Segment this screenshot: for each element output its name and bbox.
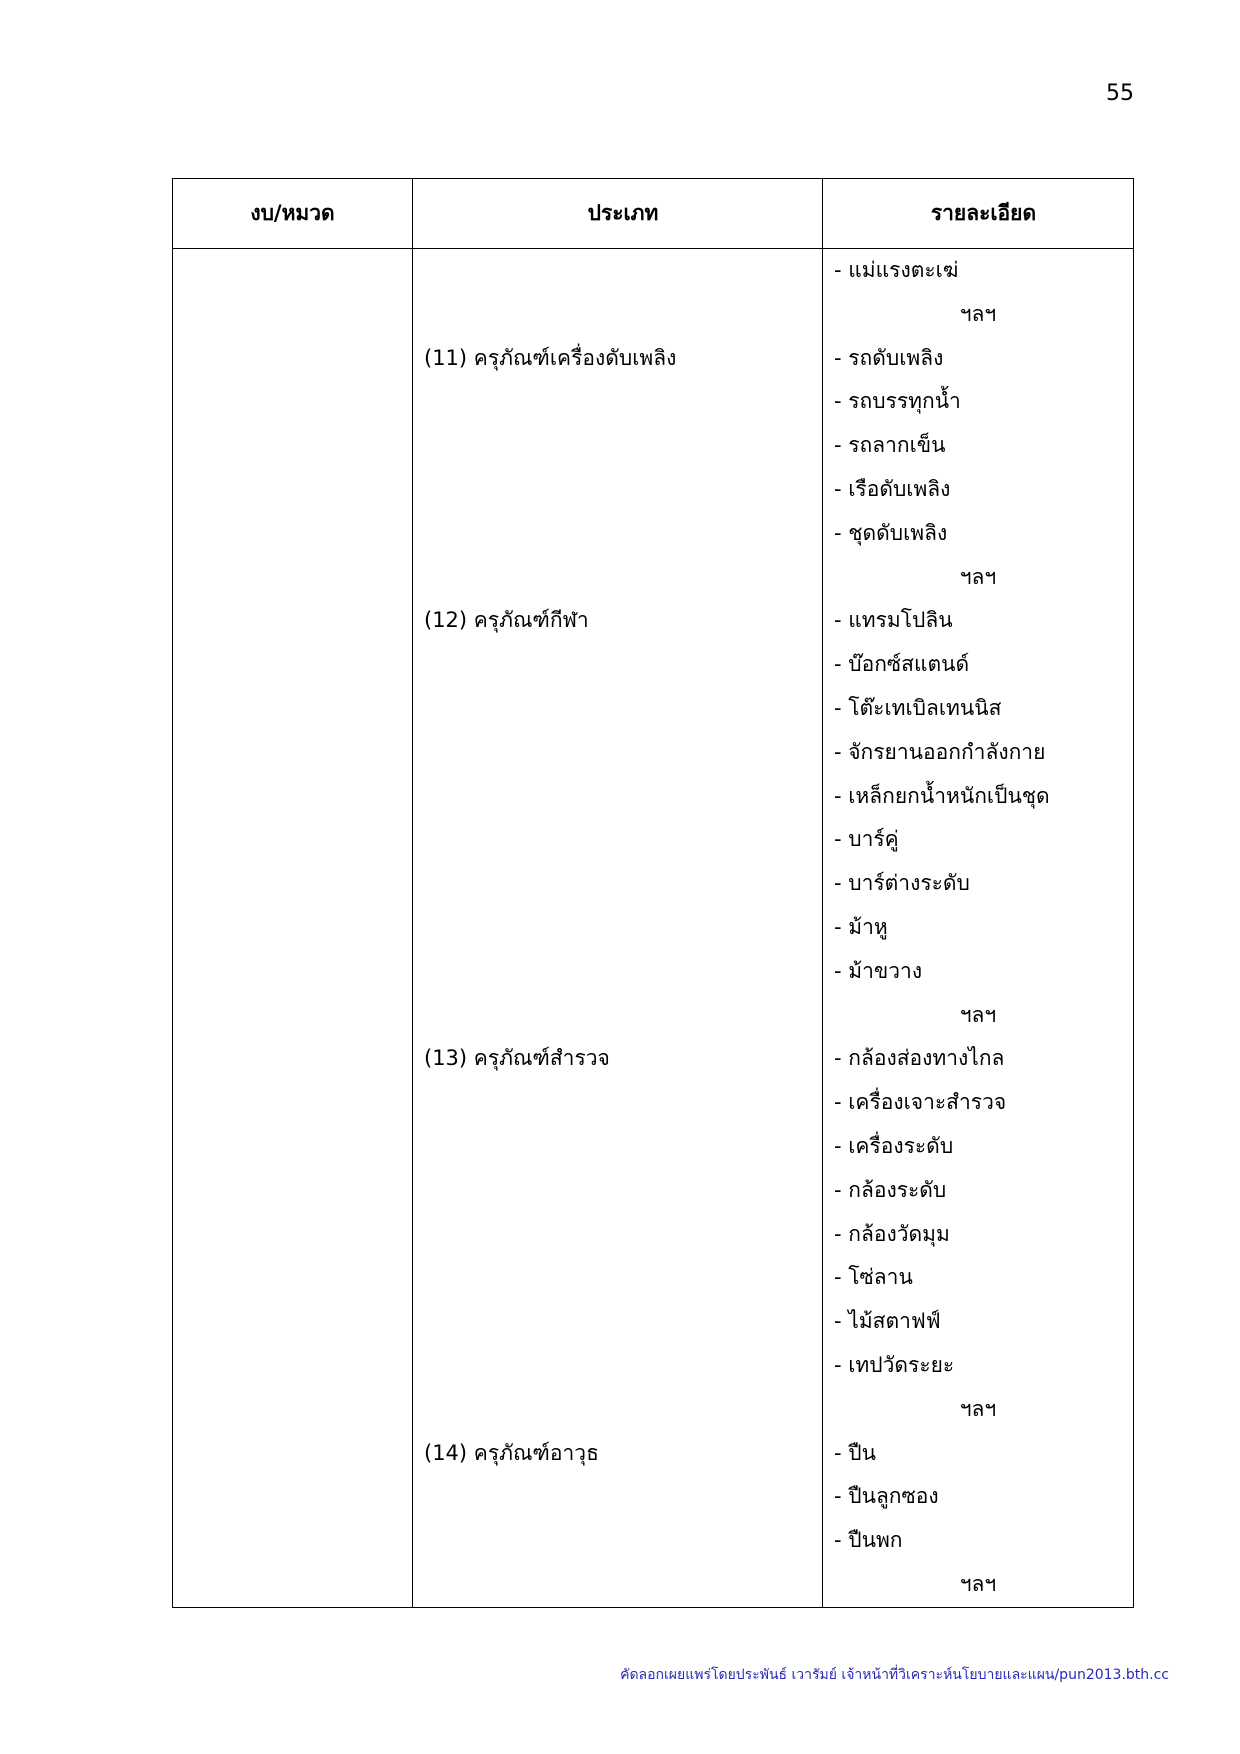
type-cell: [413, 994, 823, 1038]
detail-item: - โซ่ลาน: [834, 1265, 913, 1290]
budget-category-cell: [173, 687, 413, 731]
detail-etc: ฯลฯ: [959, 1571, 997, 1596]
table-row: [173, 1432, 1133, 1476]
table-row: [173, 950, 1133, 994]
budget-category-cell: [173, 468, 413, 512]
header-type: ประเภท: [413, 179, 823, 248]
table-row: [173, 599, 1133, 643]
budget-category-cell: [173, 994, 413, 1038]
detail-item: - ไม้สตาฟฟ์: [834, 1309, 941, 1334]
table-row: [173, 1344, 1133, 1388]
detail-item: - ม้าขวาง: [834, 958, 923, 983]
type-cell: [413, 1081, 823, 1125]
budget-category-cell: [173, 512, 413, 556]
type-cell: [413, 1563, 823, 1607]
table-row: [173, 512, 1133, 556]
detail-item: - กล้องระดับ: [834, 1177, 947, 1202]
table-row: [173, 1388, 1133, 1432]
detail-item: - บาร์คู่: [834, 827, 899, 852]
table-row: [173, 862, 1133, 906]
detail-item: - แม่แรงตะเฆ่: [834, 258, 959, 282]
table-row: [173, 1475, 1133, 1519]
budget-category-cell: [173, 1563, 413, 1607]
detail-item: - เหล็กยกน้ำหนักเป็นชุด: [834, 783, 1050, 808]
budget-category-cell: [173, 293, 413, 337]
budget-category-cell: [173, 556, 413, 600]
table-row: [173, 906, 1133, 950]
budget-category-cell: [173, 249, 413, 293]
table-row: [173, 380, 1133, 424]
table-row: [173, 468, 1133, 512]
budget-category-cell: [173, 906, 413, 950]
detail-item: - รถดับเพลิง: [834, 345, 944, 370]
table-row: [173, 731, 1133, 775]
budget-category-cell: [173, 1388, 413, 1432]
type-cell: [413, 1388, 823, 1432]
table-row: [173, 1081, 1133, 1125]
budget-category-cell: [173, 950, 413, 994]
table-row: [173, 643, 1133, 687]
table-row: [173, 424, 1133, 468]
budget-category-cell: [173, 643, 413, 687]
detail-item: - เทปวัดระยะ: [834, 1352, 955, 1377]
table-row: [173, 775, 1133, 819]
detail-item: - ปืนพก: [834, 1528, 903, 1553]
detail-item: - ชุดดับเพลิง: [834, 520, 948, 545]
detail-item: - รถลากเข็น: [834, 433, 946, 458]
budget-category-cell: [173, 731, 413, 775]
type-cell: [413, 862, 823, 906]
page-number: 55: [1106, 81, 1134, 106]
detail-item: - บ๊อกซ์สแตนด์: [834, 652, 970, 677]
type-cell: (13) ครุภัณฑ์สำรวจ: [413, 1037, 823, 1081]
budget-category-cell: [173, 775, 413, 819]
detail-item: - โต๊ะเทเบิลเทนนิส: [834, 695, 1002, 720]
type-cell: [413, 1256, 823, 1300]
type-cell: [413, 731, 823, 775]
type-cell: [413, 1213, 823, 1257]
type-cell: [413, 950, 823, 994]
detail-item: - บาร์ต่างระดับ: [834, 871, 970, 896]
detail-item: - จักรยานออกกำลังกาย: [834, 739, 1046, 764]
detail-item: - กล้องวัดมุม: [834, 1221, 950, 1246]
table-row: [173, 1563, 1133, 1607]
type-cell: [413, 1169, 823, 1213]
detail-etc: ฯลฯ: [959, 301, 997, 326]
type-cell: [413, 424, 823, 468]
detail-item: - ปืน: [834, 1440, 876, 1465]
detail-item: - เครื่องเจาะสำรวจ: [834, 1090, 1007, 1115]
table-row: [173, 818, 1133, 862]
budget-category-cell: [173, 1256, 413, 1300]
type-cell: [413, 1519, 823, 1563]
budget-category-cell: [173, 1344, 413, 1388]
budget-category-cell: [173, 1169, 413, 1213]
budget-category-cell: [173, 1519, 413, 1563]
header-budget-category: งบ/หมวด: [173, 179, 413, 248]
type-cell: (14) ครุภัณฑ์อาวุธ: [413, 1432, 823, 1476]
budget-category-cell: [173, 1300, 413, 1344]
table-row: [173, 337, 1133, 381]
detail-etc: ฯลฯ: [959, 564, 997, 589]
table-row: [173, 1256, 1133, 1300]
budget-category-cell: [173, 1037, 413, 1081]
type-cell: [413, 687, 823, 731]
table-row: [173, 994, 1133, 1038]
table-row: [173, 556, 1133, 600]
type-cell: (12) ครุภัณฑ์กีฬา: [413, 599, 823, 643]
detail-item: - ม้าหู: [834, 914, 888, 939]
budget-category-cell: [173, 337, 413, 381]
type-cell: [413, 293, 823, 337]
budget-category-cell: [173, 1125, 413, 1169]
type-cell: [413, 1344, 823, 1388]
detail-etc: ฯลฯ: [959, 1002, 997, 1027]
type-cell: [413, 1125, 823, 1169]
table-row: [173, 1213, 1133, 1257]
table-row: [173, 687, 1133, 731]
header-details: รายละเอียด: [930, 201, 1037, 225]
type-cell: [413, 643, 823, 687]
type-cell: [413, 1475, 823, 1519]
budget-category-cell: [173, 424, 413, 468]
type-cell: [413, 512, 823, 556]
detail-item: - ปืนลูกซอง: [834, 1484, 939, 1509]
equipment-table: [172, 178, 1134, 1608]
type-cell: [413, 906, 823, 950]
budget-category-cell: [173, 1475, 413, 1519]
detail-item: - กล้องส่องทางไกล: [834, 1046, 1005, 1071]
table-row: [173, 1169, 1133, 1213]
budget-category-cell: [173, 818, 413, 862]
detail-item: - เรือดับเพลิง: [834, 476, 951, 501]
type-cell: (11) ครุภัณฑ์เครื่องดับเพลิง: [413, 337, 823, 381]
table-row: [173, 249, 1133, 293]
detail-item: - แทรมโปลิน: [834, 608, 953, 633]
budget-category-cell: [173, 862, 413, 906]
footer-credit: คัดลอกเผยแพร่โดยประพันธ์ เวารัมย์ เจ้าหน้าที่วิเคราะห์นโยบายและแผน/pun2013.bth.cc: [620, 1667, 1169, 1683]
type-cell: [413, 249, 823, 293]
type-cell: [413, 380, 823, 424]
budget-category-cell: [173, 1213, 413, 1257]
budget-category-cell: [173, 599, 413, 643]
detail-item: - เครื่องระดับ: [834, 1133, 954, 1158]
type-cell: [413, 468, 823, 512]
type-cell: [413, 1300, 823, 1344]
budget-category-cell: [173, 1432, 413, 1476]
detail-item: - รถบรรทุกน้ำ: [834, 389, 961, 414]
type-cell: [413, 775, 823, 819]
budget-category-cell: [173, 1081, 413, 1125]
table-header-row: [173, 179, 1133, 249]
table-row: [173, 293, 1133, 337]
table-row: [173, 1300, 1133, 1344]
budget-category-cell: [173, 380, 413, 424]
table-row: [173, 1519, 1133, 1563]
table-row: [173, 1125, 1133, 1169]
detail-etc: ฯลฯ: [959, 1396, 997, 1421]
type-cell: [413, 556, 823, 600]
table-row: [173, 1037, 1133, 1081]
type-cell: [413, 818, 823, 862]
